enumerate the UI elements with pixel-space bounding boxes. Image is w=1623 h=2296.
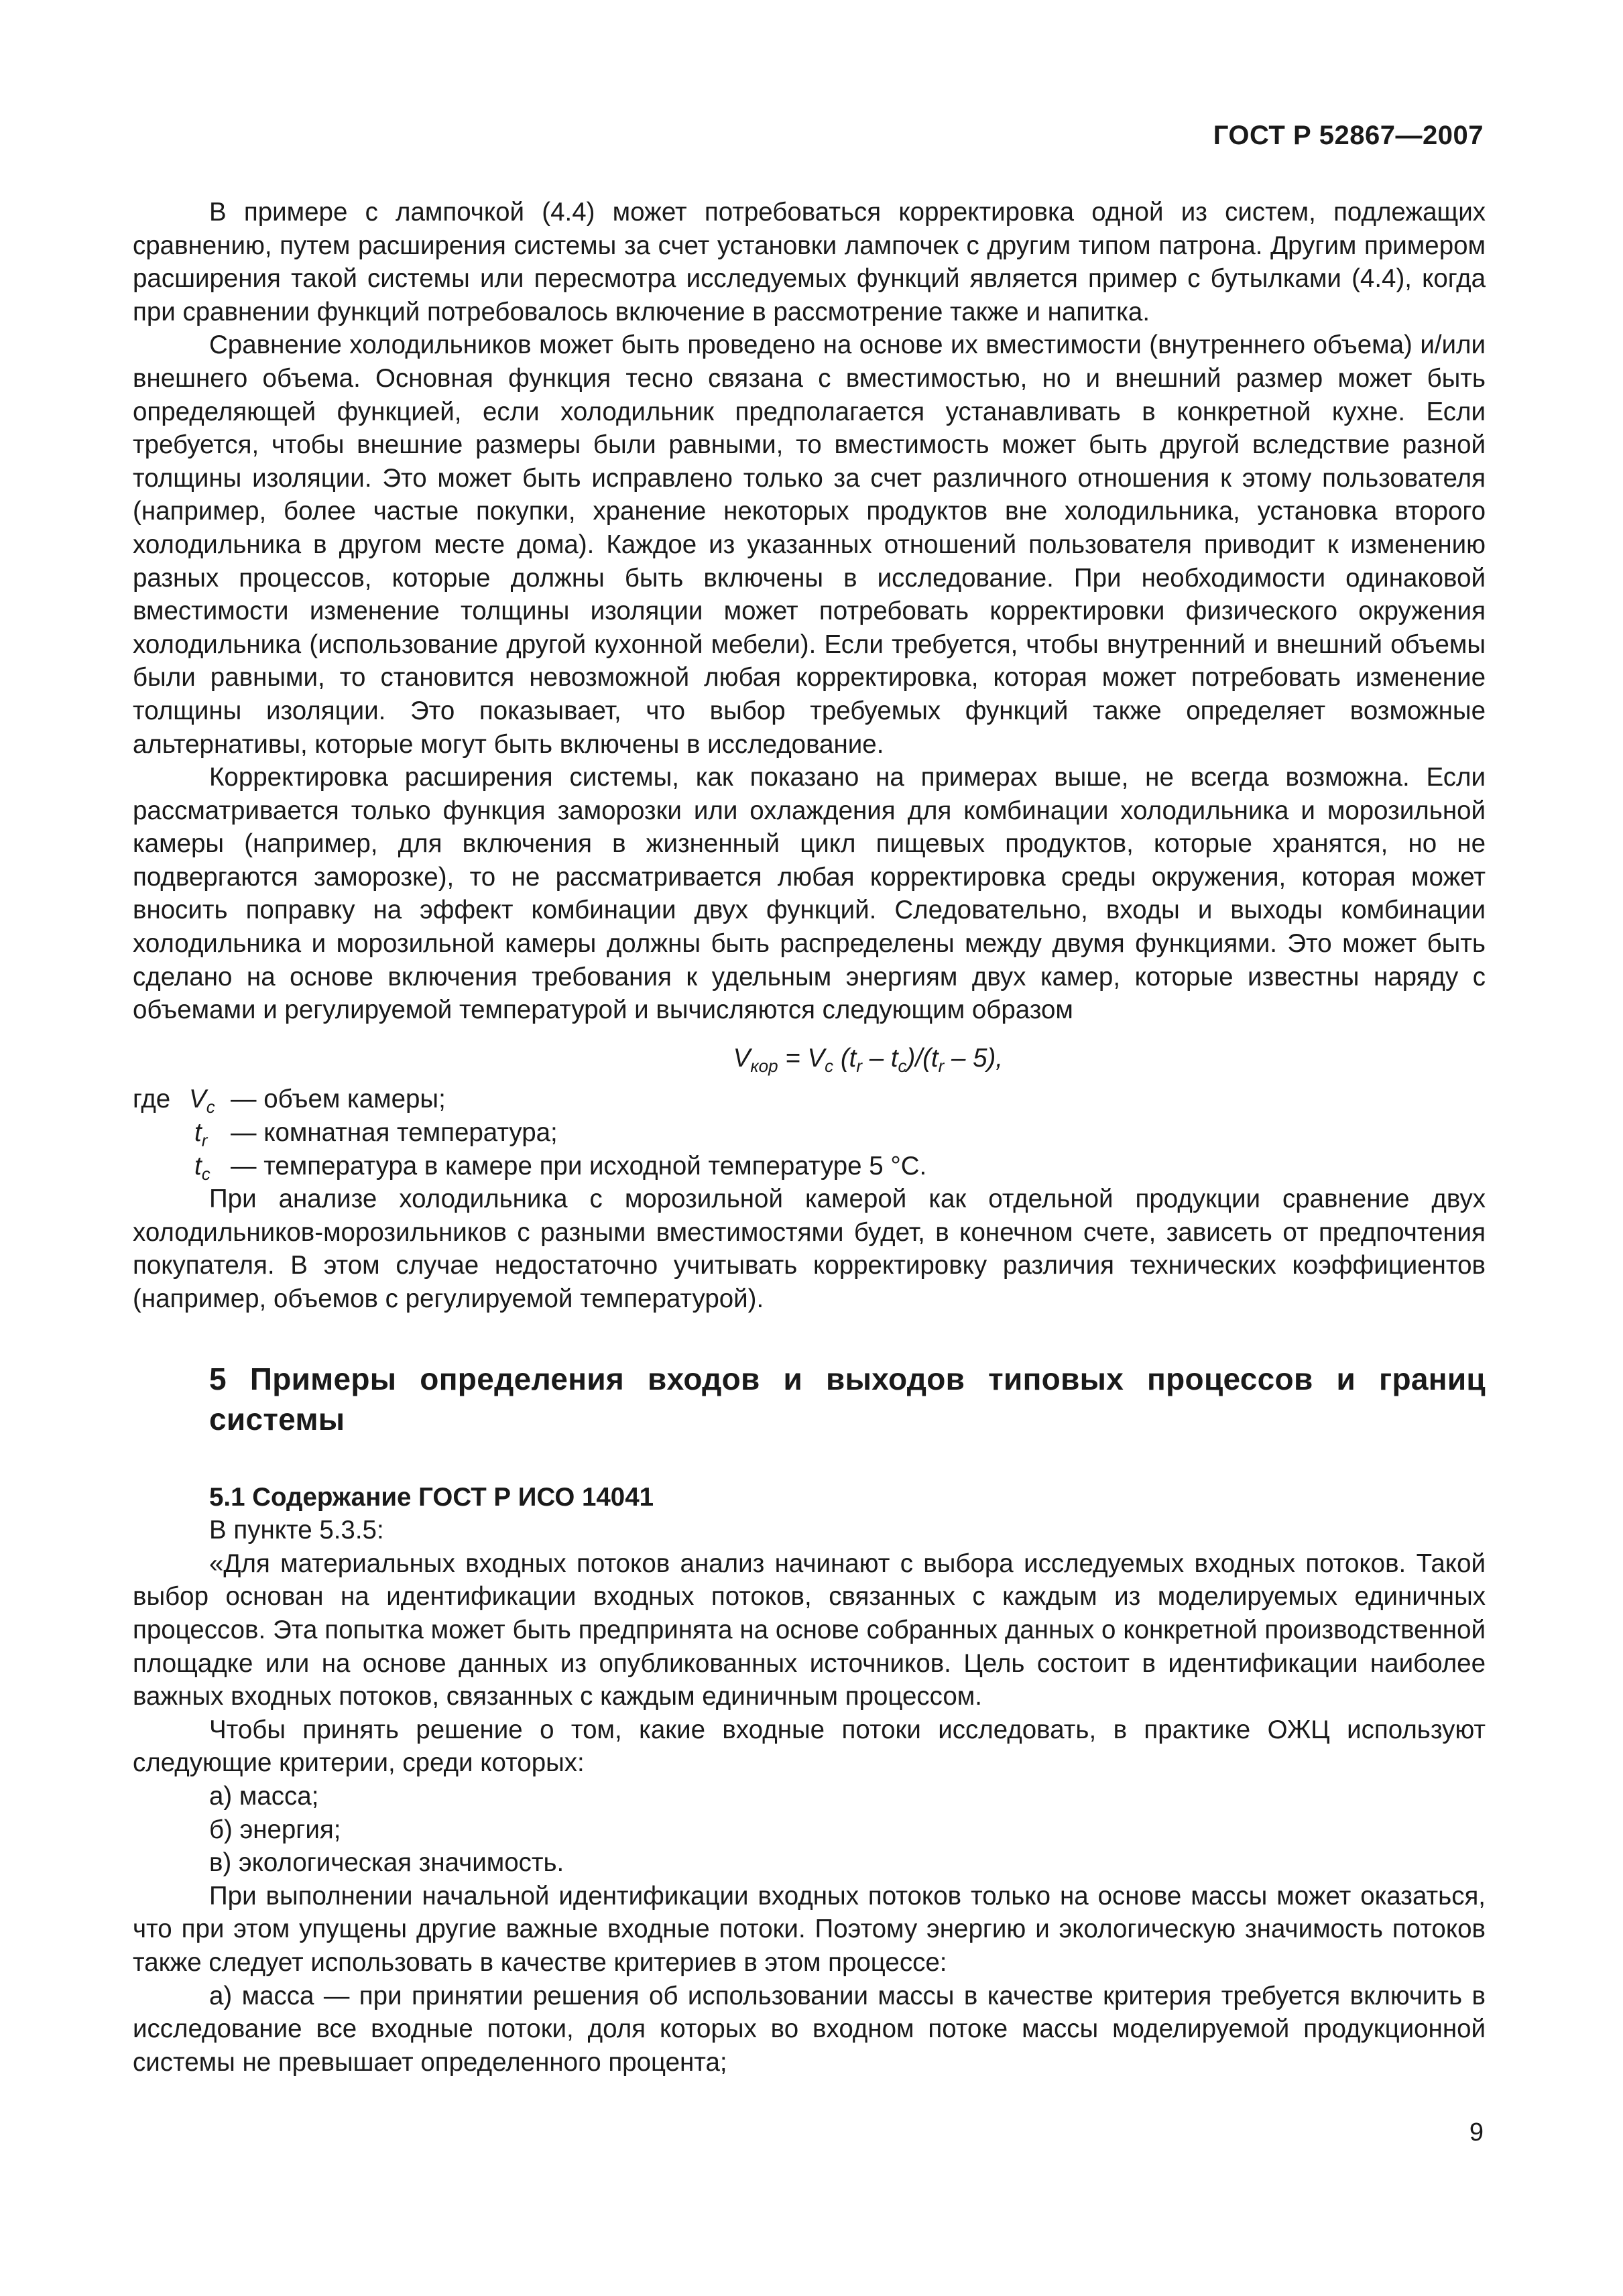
page-number: 9 [1469, 2118, 1484, 2147]
formula-legend-item [133, 1083, 1486, 1116]
closing-paragraph: а) масса — при принятии решения об использовании массы в качестве критерия требуется включить в исследование все входные потоки, доля которых во входном потоке массы моделируемой продукционной системы не превышает определенного процента; [133, 1981, 1486, 2077]
formula-operator: – [862, 1043, 891, 1073]
formula-operator: ( [833, 1043, 849, 1073]
paragraph-system-expansion: Корректировка расширения системы, как показано на примерах выше, не всегда возможна. Если рассматривается только функция заморозки или охлаждения для комбинации холодильника и морозильной камеры (например, для включения в жизненный цикл пищевых продуктов, которые хранятся, но не подвергаются заморозке), то не рассматривается любая корректировка среды окружения, которая может вносить поправку на эффект комбинации двух функций. Следовательно, входы и выходы комбинации холодильника и морозильной камеры должны быть распределены между двумя функциями. Это может быть сделано на основе включения требования к удельным энергиям двух камер, которые известны наряду с объемами и регулируемой температурой и вычисляются следующим образом [133, 763, 1486, 1025]
legend-symbol-letter: t [194, 1118, 202, 1148]
quote-paragraph: «Для материальных входных потоков анализ начинают с выбора исследуемых входных потоков. Такой выбор основан на идентификации входных потоков, связанных с каждым из моделируемых единичных процессов. Эта попытка может быть предпринята на основе собранных данных о конкретной производственной площадке или на основе данных из опубликованных источников. Цель состоит в идентификации наиболее важных входных потоков, связанных с каждым единичным процессом. [133, 1549, 1486, 1711]
section-title: 5 Примеры определения входов и выходов типовых процессов и границ системы [209, 1361, 1486, 1437]
formula-symbol: V [733, 1043, 751, 1073]
formula-operator: = [778, 1043, 808, 1073]
paragraph-refrigerator-comparison: Сравнение холодильников может быть проведено на основе их вместимости (внутреннего объема) и/или внешнего объема. Основная функция тесно связана с вместимостью, но и внешний размер может быть определяющей функцией, если холодильник предполагается устанавливать в конкретной кухне. Если требуется, чтобы внешние размеры были равными, то вместимость может быть другой вследствие разной толщины изоляции. Это может быть исправлено только за счет различного отношения к этому пользователя (например, более частые покупки, хранение некоторых продуктов вне холодильника, установка второго холодильника в другом месте дома). Каждое из указанных отношений пользователя приводит к изменению разных процессов, которые должны быть включены в исследование. При необходимости одинаковой вместимости изменение толщины изоляции может потребовать корректировки физического окружения холодильника (использование другой кухонной мебели). Если требуется, чтобы внутренний и внешний объемы были равными, то становится невозможной любая корректировка, которая может потребовать изменение толщины изоляции. Это показывает, что выбор требуемых функций также определяет возможные альтернативы, которые могут быть включены в исследование. [133, 330, 1486, 759]
paragraph-freezer-analysis: При анализе холодильника с морозильной камерой как отдельной продукции сравнение двух холодильников-морозильников с разными вместимостями будет, в конечном счете, зависеть от предпочтения покупателя. В этом случае недостаточно учитывать корректировку различия технических коэффициентов (например, объемов с регулируемой температурой). [133, 1185, 1486, 1313]
formula-subscript: r [856, 1055, 863, 1076]
formula-subscript: c [825, 1055, 834, 1076]
legend-symbol [194, 1150, 211, 1183]
legend-symbol-subscript: r [201, 1130, 208, 1151]
quote-paragraph: Чтобы принять решение о том, какие входные потоки исследовать, в практике ОЖЦ используют следующие критерии, среди которых: [133, 1715, 1486, 1778]
document-code-header: ГОСТ Р 52867—2007 [1213, 121, 1484, 150]
formula-operator: )/( [906, 1043, 931, 1073]
formula-symbol: t [849, 1043, 857, 1073]
legend-symbol-letter: t [194, 1151, 202, 1181]
formula-symbol: V [807, 1043, 825, 1073]
volume-correction-formula [133, 1042, 1486, 1075]
formula-operator: – 5), [944, 1043, 1003, 1073]
paragraph-lamp-example: В примере с лампочкой (4.4) может потребоваться корректировка одной из систем, подлежащих сравнению, путем расширения системы за счет установки лампочек с другим типом патрона. Другим примером расширения такой системы или пересмотра исследуемых функций является пример с бутылками (4.4), когда при сравнении функций потребовалось включение в рассмотрение также и напитка. [133, 198, 1486, 326]
subsection-title: 5.1 Содержание ГОСТ Р ИСО 14041 [209, 1482, 654, 1512]
criteria-item: б) энергия; [209, 1815, 341, 1844]
formula-subscript: кор [750, 1055, 778, 1076]
formula-legend-item [133, 1116, 1486, 1150]
formula-legend-item [133, 1150, 1486, 1183]
legend-description: — температура в камере при исходной температуре 5 °С. [231, 1151, 927, 1181]
formula-subscript: c [898, 1055, 907, 1076]
legend-symbol-subscript: c [201, 1163, 211, 1184]
legend-description: — объем камеры; [231, 1085, 446, 1114]
legend-where-label: где [133, 1085, 171, 1114]
page-content [133, 196, 1486, 2079]
legend-description: — комнатная температура; [231, 1118, 558, 1148]
legend-symbol [194, 1116, 207, 1150]
formula-symbol: t [890, 1043, 898, 1073]
criteria-item: в) экологическая значимость. [209, 1848, 564, 1878]
formula-subscript: r [938, 1055, 945, 1076]
legend-symbol [189, 1083, 215, 1116]
closing-paragraph: При выполнении начальной идентификации входных потоков только на основе массы может оказаться, что при этом упущены другие важные входные потоки. Поэтому энергию и экологическую значимость потоков также следует использовать в качестве критериев в этом процессе: [133, 1881, 1486, 1977]
criteria-item: а) масса; [209, 1781, 319, 1811]
formula-symbol: t [930, 1043, 939, 1073]
clause-reference: В пункте 5.3.5: [209, 1516, 384, 1545]
legend-symbol-subscript: c [206, 1097, 215, 1117]
legend-symbol-letter: V [189, 1085, 206, 1114]
